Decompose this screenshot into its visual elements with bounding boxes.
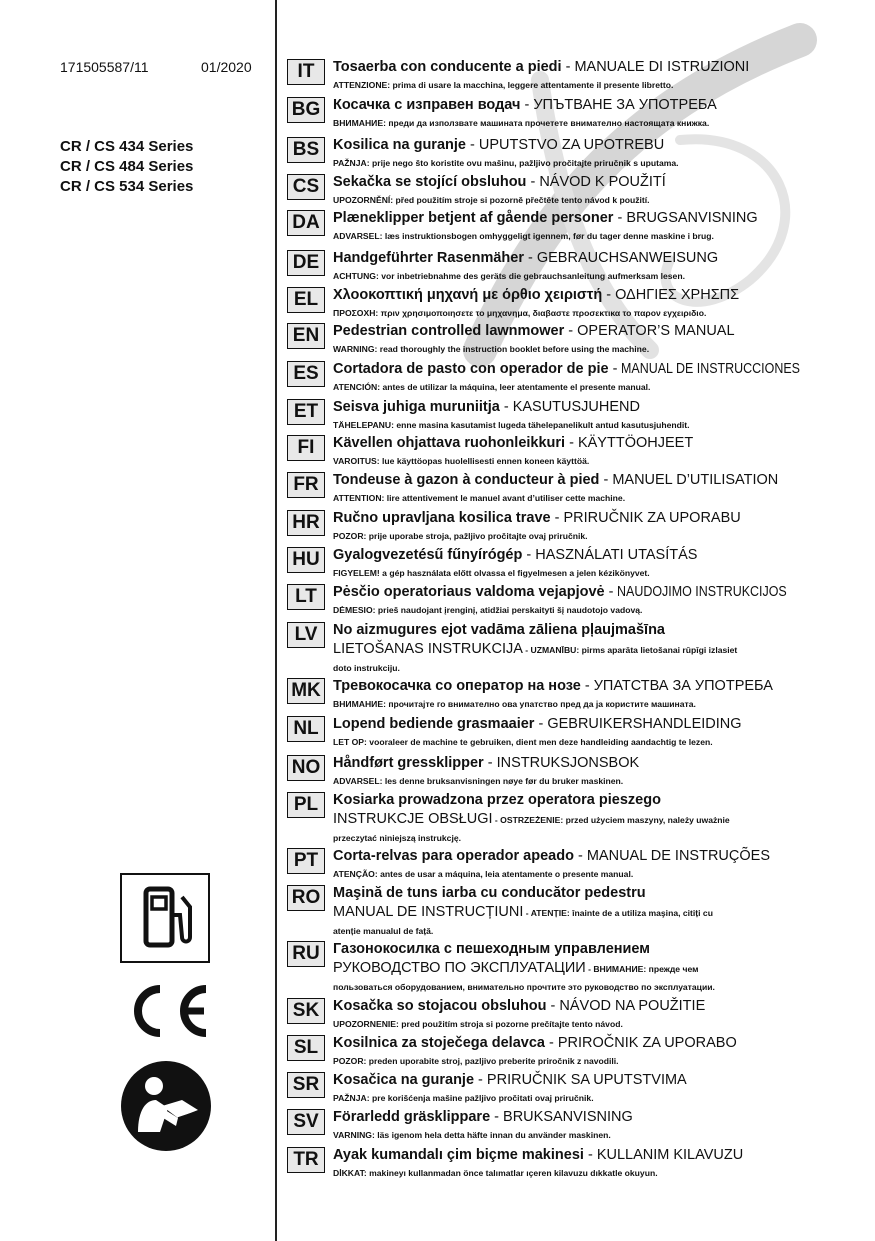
manual-title: INSTRUKCJE OBSŁUGI (333, 811, 493, 827)
manual-title: УПЪТВАНЕ ЗА УПОТРЕБА (533, 97, 717, 113)
product-title: Cortadora de pasto con operador de pie (333, 361, 609, 377)
manual-title: LIETOŠANAS INSTRUKCIJA (333, 641, 523, 657)
manual-title: GEBRAUCHSANWEISUNG (536, 250, 719, 266)
language-code-badge: ES (287, 361, 325, 387)
title-separator: - (474, 1072, 487, 1088)
warning-text: UPOZORNENIE: pred použitím stroja si pozorne prečítajte tento návod. (333, 1019, 623, 1029)
language-code-badge: NO (287, 755, 325, 781)
warning-text: ADVARSEL: les denne bruksanvisningen nøye før du bruker maskinen. (333, 776, 624, 786)
warning-text: UPOZORNĚNÍ: před použitím stroje si pozorně přečtěte tento návod k použití. (333, 195, 650, 205)
product-title: Χλοοκοπτική μηχανή με όρθιο χειριστή (333, 287, 603, 303)
warning-text: ATENCIÓN: antes de utilizar la máquina, leer atentamente el presente manual. (333, 382, 651, 392)
warning-text: ATTENTION: lire attentivement le manuel avant d’utiliser cette machine. (333, 493, 626, 503)
warning-text: VAROITUS: lue käyttöopas huolellisesti ennen koneen käyttöä. (333, 456, 590, 466)
product-title: Tondeuse à gazon à conducteur à pied (333, 472, 600, 488)
title-separator: - (613, 210, 627, 226)
language-text (333, 249, 848, 283)
warning-inline: - OSTRZEŻENIE: przed użyciem maszyny, należy uważnie (492, 815, 730, 825)
language-code-badge: EN (287, 323, 325, 349)
product-title: Kävellen ohjattava ruohonleikkuri (333, 435, 566, 451)
manual-title: KASUTUSJUHEND (512, 399, 640, 415)
language-code-badge: LV (287, 622, 325, 648)
product-title: Lopend bediende grasmaaier (333, 716, 535, 732)
title-separator: - (546, 998, 560, 1014)
warning-text: POZOR: prije uporabe stroja, pažljivo pročitajte ovaj priručnik. (333, 531, 588, 541)
language-text (333, 471, 848, 505)
warning-text: ACHTUNG: vor inbetriebnahme des geräts die gebrauchsanleitung aufmerksam lesen. (333, 271, 685, 281)
manual-title: PRIRUČNIK SA UPUTSTVIMA (486, 1072, 687, 1088)
symbol-column (120, 873, 212, 1157)
warning-text: PAŽNJA: prije nego što koristite ovu mašinu, pažljivo pročitajte priručnik s uputama. (333, 158, 679, 168)
title-separator: - (499, 399, 513, 415)
language-code-badge: SK (287, 998, 325, 1024)
language-text (333, 1146, 848, 1180)
title-separator: - (526, 174, 540, 190)
warning-text: ΠΡΟΣΟΧΗ: πριν χρησιμοποιησετε το μηχανημα, διαβαστε προσεκτικα το παρον εγχειριδιο. (333, 308, 707, 318)
series-item: CR / CS 434 Series (60, 138, 194, 155)
language-text (333, 1034, 848, 1068)
product-title: Газонокосилка с пешеходным управлением (333, 941, 651, 957)
fuel-pump-icon (120, 873, 210, 963)
warning-text: ADVARSEL: læs instruktionsbogen omhyggeligt igennem, før du tager denne maskine i brug. (333, 231, 714, 241)
language-text (333, 96, 848, 130)
product-title: Тревокосачка со оператор на нозе (333, 678, 581, 694)
manual-title: BRUGSANVISNING (626, 210, 758, 226)
language-code-badge: HU (287, 547, 325, 573)
title-separator: - (602, 287, 616, 303)
language-text (333, 398, 848, 432)
manual-title: MANUAL DE INSTRUCȚIUNI (333, 904, 524, 920)
manual-title: KULLANIM KILAVUZU (596, 1147, 744, 1163)
title-separator: - (573, 848, 587, 864)
language-text (333, 715, 848, 749)
title-separator: - (608, 361, 622, 377)
language-text (333, 509, 848, 543)
warning-text: DĖMESIO: prieš naudojant įrenginį, atidžiai perskaityti šį naudotojo vadovą. (333, 605, 643, 615)
language-code-badge: LT (287, 584, 325, 610)
product-title: Косачка с изправен водач (333, 97, 521, 113)
warning-text: VARNING: läs igenom hela detta häfte innan du använder maskinen. (333, 1130, 611, 1140)
title-separator: - (580, 678, 594, 694)
product-title: Pėsčio operatoriaus valdoma vejapjovė (333, 584, 605, 600)
warning-text: пользоваться оборудованием, внимательно прочтите это руководство по эксплуатации. (333, 982, 715, 992)
language-code-badge: EL (287, 287, 325, 313)
product-title: No aizmugures ejot vadāma zāliena pļaujmašīna (333, 622, 665, 638)
model-series-list (60, 137, 193, 197)
product-title: Maşină de tuns iarba cu conducător pedestru (333, 885, 646, 901)
title-separator: - (534, 716, 548, 732)
product-title: Förarledd gräsklippare (333, 1109, 491, 1125)
title-separator: - (465, 137, 479, 153)
title-separator: - (523, 250, 537, 266)
language-text (333, 322, 848, 356)
series-item: CR / CS 534 Series (60, 178, 194, 195)
manual-title: PRIROČNIK ZA UPORABO (557, 1035, 737, 1051)
language-text (333, 58, 848, 92)
manual-title: UPUTSTVO ZA UPOTREBU (478, 137, 665, 153)
manual-title: NÁVOD NA POUŽITIE (559, 998, 706, 1014)
manual-title: NAUDOJIMO INSTRUKCIJOS (617, 584, 788, 600)
language-text (333, 1071, 848, 1105)
manual-title: MANUEL D’UTILISATION (612, 472, 779, 488)
product-title: Seisva juhiga muruniitja (333, 399, 500, 415)
language-code-badge: SR (287, 1072, 325, 1098)
warning-text: ВНИМАНИЕ: преди да използвате машината прочетете внимателно настоящата книжка. (333, 118, 710, 128)
language-code-badge: IT (287, 59, 325, 85)
product-title: Gyalogvezetésű fűnyírógép (333, 547, 523, 563)
product-title: Håndført gressklipper (333, 755, 484, 771)
language-text (333, 136, 848, 170)
product-title: Kosačka so stojacou obsluhou (333, 998, 547, 1014)
language-code-badge: NL (287, 716, 325, 742)
manual-title: HASZNÁLATI UTASÍTÁS (535, 547, 698, 563)
language-code-badge: RU (287, 941, 325, 967)
language-text (333, 286, 848, 320)
title-separator: - (564, 323, 578, 339)
document-date: 01/2020 (201, 59, 252, 75)
ce-mark-icon (120, 981, 212, 1041)
language-text (333, 209, 848, 243)
series-item: CR / CS 484 Series (60, 158, 194, 175)
language-code-badge: RO (287, 885, 325, 911)
title-separator: - (522, 547, 536, 563)
warning-text: LET OP: vooraleer de machine te gebruiken, dient men deze handleiding aandachtig te lezen. (333, 737, 713, 747)
warning-inline: - ATENȚIE: înainte de a utiliza maşina, citiți cu (523, 908, 713, 918)
language-text (333, 754, 848, 788)
product-title: Kosačica na guranje (333, 1072, 475, 1088)
vertical-divider (275, 0, 277, 1241)
product-title: Kosilica na guranje (333, 137, 466, 153)
read-manual-icon (120, 1060, 212, 1152)
language-code-badge: DE (287, 250, 325, 276)
product-title: Kosilnica za stoječega delavca (333, 1035, 545, 1051)
product-title: Kosiarka prowadzona przez operatora pieszego (333, 792, 661, 808)
warning-text: WARNING: read thoroughly the instruction booklet before using the machine. (333, 344, 650, 354)
warning-text: FIGYELEM! a gép használata előtt olvassa el figyelmesen a jelen kézikönyvet. (333, 568, 650, 578)
manual-title: OPERATOR’S MANUAL (577, 323, 735, 339)
language-code-badge: FI (287, 435, 325, 461)
title-separator: - (583, 1147, 597, 1163)
language-code-badge: SL (287, 1035, 325, 1061)
language-code-badge: TR (287, 1147, 325, 1173)
language-code-badge: SV (287, 1109, 325, 1135)
language-text (333, 677, 848, 711)
language-text (333, 583, 848, 617)
language-code-badge: PL (287, 792, 325, 818)
language-code-badge: ET (287, 399, 325, 425)
manual-title: MANUAL DE INSTRUÇÕES (586, 848, 770, 864)
language-code-badge: HR (287, 510, 325, 536)
manual-title: РУКОВОДСТВО ПО ЭКСПЛУАТАЦИИ (333, 960, 586, 976)
language-code-badge: BG (287, 97, 325, 123)
language-text (333, 1108, 848, 1142)
warning-text: ATENÇÃO: antes de usar a máquina, leia atentamente o presente manual. (333, 869, 634, 879)
warning-text: przeczytać niniejszą instrukcję. (333, 833, 462, 843)
warning-text: atenție manualul de față. (333, 926, 434, 936)
manual-title: NÁVOD K POUŽITÍ (539, 174, 666, 190)
language-code-badge: BS (287, 137, 325, 163)
warning-text: POZOR: preden uporabite stroj, pazljivo preberite priročnik z navodili. (333, 1056, 619, 1066)
title-separator: - (483, 755, 497, 771)
language-text (333, 546, 848, 580)
language-text (333, 173, 848, 207)
warning-inline: - ВНИМАНИЕ: прежде чем (585, 964, 699, 974)
title-separator: - (599, 472, 613, 488)
manual-title: INSTRUKSJONSBOK (496, 755, 640, 771)
product-title: Sekačka se stojící obsluhou (333, 174, 527, 190)
language-code-badge: DA (287, 210, 325, 236)
language-text (333, 791, 848, 845)
language-text (333, 847, 848, 881)
language-code-badge: MK (287, 678, 325, 704)
manual-title: PRIRUČNIK ZA UPORABU (563, 510, 741, 526)
language-text (333, 621, 848, 675)
product-title: Ručno upravljana kosilica trave (333, 510, 551, 526)
document-number: 171505587/11 (60, 59, 149, 75)
language-text (333, 434, 848, 468)
title-separator: - (520, 97, 534, 113)
manual-title: УПАТСТВА ЗА УПОТРЕБА (593, 678, 773, 694)
warning-text: ATTENZIONE: prima di usare la macchina, leggere attentamente il presente libretto. (333, 80, 674, 90)
title-separator: - (490, 1109, 504, 1125)
product-title: Tosaerba con conducente a piedi (333, 59, 562, 75)
warning-text: TÄHELEPANU: enne masina kasutamist lugeda tähelepanelikult antud kasutusjuhendit. (333, 420, 690, 430)
language-text (333, 997, 848, 1031)
product-title: Corta-relvas para operador apeado (333, 848, 574, 864)
warning-text: doto instrukciju. (333, 663, 400, 673)
language-code-badge: PT (287, 848, 325, 874)
warning-text: PAŽNJA: pre korišćenja mašine pažljivo pročitati ovaj priručnik. (333, 1093, 594, 1103)
manual-title: MANUALE DI ISTRUZIONI (574, 59, 750, 75)
title-separator: - (604, 584, 618, 600)
manual-title: BRUKSANVISNING (503, 1109, 633, 1125)
product-title: Pedestrian controlled lawnmower (333, 323, 565, 339)
product-title: Ayak kumandalı çim biçme makinesi (333, 1147, 584, 1163)
product-title: Plæneklipper betjent af gående personer (333, 210, 614, 226)
warning-text: DİKKAT: makineyı kullanmadan önce talımatlar ıçeren kilavuzu dıkkatle okuyun. (333, 1168, 658, 1178)
manual-title: GEBRUIKERSHANDLEIDING (547, 716, 742, 732)
language-code-badge: FR (287, 472, 325, 498)
language-text (333, 884, 848, 938)
title-separator: - (565, 435, 578, 451)
manual-title: ΟΔΗΓΙΕΣ ΧΡΗΣΠΣ (615, 287, 740, 303)
title-separator: - (550, 510, 564, 526)
warning-text: ВНИМАНИЕ: прочитајте го внимателно ова упатство пред да ја користите машината. (333, 699, 696, 709)
title-separator: - (544, 1035, 558, 1051)
manual-title: KÄYTTÖOHJEET (577, 435, 694, 451)
warning-inline: - UZMANĪBU: pirms aparāta lietošanai rūpīgi izlasiet (522, 645, 738, 655)
language-text (333, 940, 848, 994)
manual-title: MANUAL DE INSTRUCCIONES (621, 361, 801, 377)
language-text (333, 360, 848, 394)
product-title: Handgeführter Rasenmäher (333, 250, 524, 266)
title-separator: - (561, 59, 575, 75)
language-code-badge: CS (287, 174, 325, 200)
